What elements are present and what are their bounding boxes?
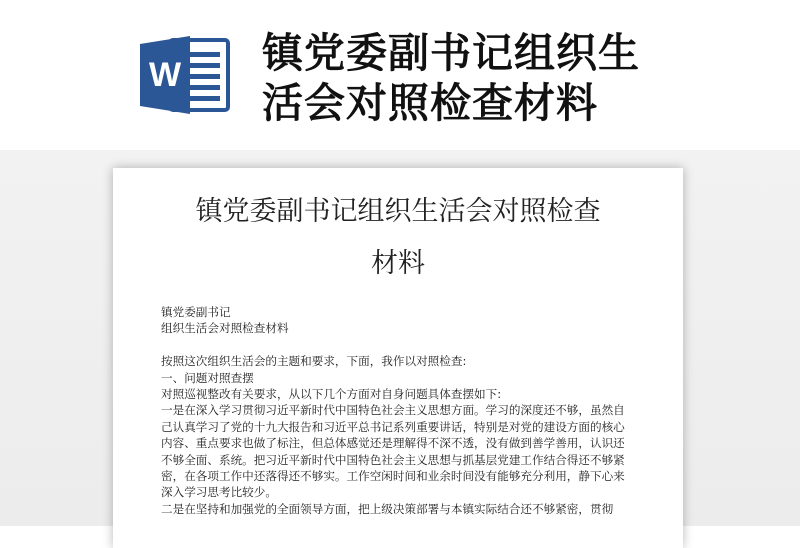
body-line: 二是在坚持和加强党的全面领导方面，把上级决策部署与本镇实际结合还不够紧密，贯彻 [161, 501, 614, 516]
header-title [262, 28, 702, 128]
body-line: 镇党委副书记 [161, 305, 231, 319]
header-title-line-1: 镇党委副书记组织生 [262, 29, 640, 77]
header-title-line-2: 活会对照检查材料 [262, 79, 598, 127]
body-line: 对照巡视整改有关要求，从以下几个方面对自身问题具体查摆如下: [161, 386, 502, 401]
document-title-line-1: 镇党委副书记组织生活会对照检查 [195, 196, 601, 227]
body-line: 不够全面、系统。把习近平新时代中国特色社会主义思想与抓基层党建工作结合得还不够紧 [161, 452, 625, 467]
document-title-line-2: 材料 [371, 248, 425, 279]
document-body [161, 304, 645, 517]
body-line: 深入学习思考比较少。 [161, 485, 277, 500]
header-banner [0, 0, 800, 150]
document-title [153, 186, 643, 290]
body-line: 密，在各项工作中还落得还不够实。工作空闲时间和业余时间没有能够充分利用，静下心来 [161, 468, 625, 483]
body-line: 组织生活会对照检查材料 [161, 321, 289, 336]
section-heading: 一、问题对照查摆 [161, 370, 254, 385]
document-page [113, 168, 683, 548]
body-line: 己认真学习了党的十九大报告和习近平总书记系列重要讲话，特别是对党的建设方面的核心 [161, 419, 625, 434]
body-line: 一是在深入学习贯彻习近平新时代中国特色社会主义思想方面。学习的深度还不够，虽然自 [161, 403, 625, 418]
body-line: 内容、重点要求也做了标注，但总体感觉还是理解得不深不透，没有做到善学善用，认识还 [161, 436, 625, 451]
body-line: 按照这次组织生活会的主题和要求，下面，我作以对照检查: [161, 354, 467, 369]
word-document-icon [140, 34, 232, 116]
word-icon-letter: W [148, 56, 182, 94]
blank-line [161, 337, 645, 353]
